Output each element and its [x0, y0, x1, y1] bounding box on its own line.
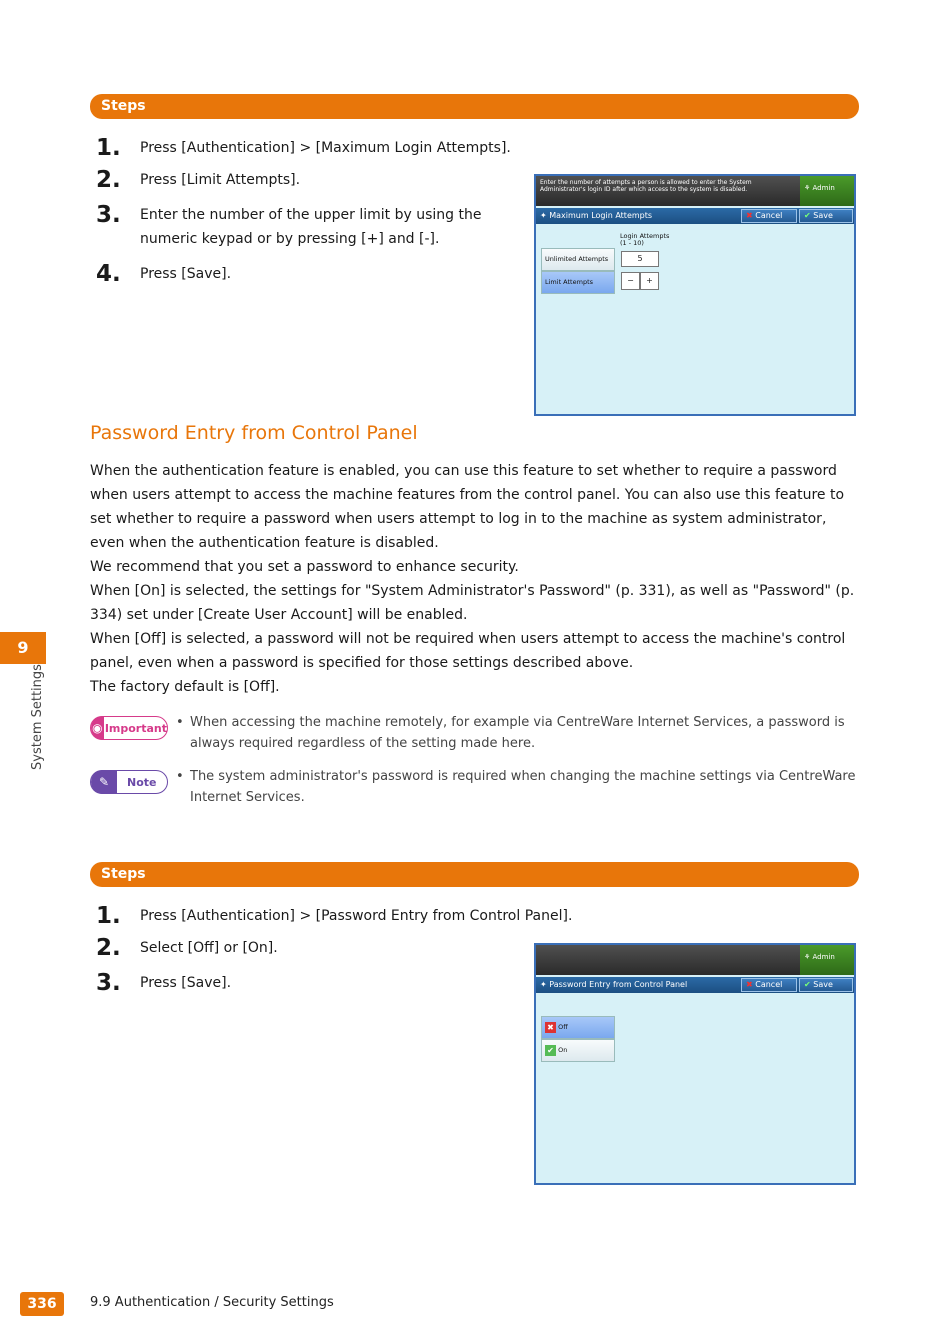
- on-option[interactable]: [541, 1039, 615, 1062]
- off-icon: ✖: [545, 1022, 556, 1033]
- step-text: Press [Save].: [140, 266, 232, 282]
- step-number: 3.: [96, 970, 121, 996]
- paragraph: We recommend that you set a password to enhance security.: [90, 559, 519, 575]
- note-label: Note: [127, 775, 157, 789]
- step-2-1: [96, 904, 580, 928]
- unlimited-attempts-option[interactable]: Unlimited Attempts: [541, 248, 615, 271]
- step-2-2: [96, 936, 530, 960]
- section-title: Password Entry from Control Panel: [90, 422, 418, 444]
- chapter-tab: 9: [0, 632, 46, 664]
- note-text: The system administrator's password is required when changing the machine settings via CentreWare Internet Services.: [190, 769, 856, 805]
- off-label: Off: [558, 1023, 568, 1031]
- paragraph: When the authentication feature is enabled, you can use this feature to set whether to require a password when users attempt to access the machine features from the control panel. You can also use this feature to set whether to require a password when users attempt to log in to the machine as system administrator, even when the authentication feature is disabled.: [90, 463, 845, 551]
- screen-message: Enter the number of attempts a person is allowed to enter the System Administrator's login ID after which access to the system is disabled.: [536, 176, 800, 206]
- note-content: [176, 766, 856, 808]
- screen-title: Maximum Login Attempts: [549, 211, 653, 220]
- cancel-icon: ✖: [746, 980, 753, 989]
- chapter-label: System Settings: [30, 664, 45, 770]
- footer-section: 9.9 Authentication / Security Settings: [90, 1295, 334, 1310]
- step-number: 4.: [96, 261, 121, 287]
- cancel-button[interactable]: [741, 978, 797, 992]
- save-button[interactable]: [799, 209, 853, 223]
- check-icon: ✔: [804, 211, 811, 220]
- step-text: Press [Save].: [140, 975, 232, 991]
- step-number: 2.: [96, 167, 121, 193]
- step-number: 1.: [96, 903, 121, 929]
- step-2-3: [96, 971, 530, 995]
- screen-title: Password Entry from Control Panel: [549, 980, 688, 989]
- login-attempts-label: Login Attempts: [620, 232, 670, 240]
- important-badge: [90, 716, 168, 740]
- on-label: On: [558, 1046, 568, 1054]
- save-label: Save: [813, 980, 833, 989]
- screen-titlebar: [536, 208, 854, 224]
- important-icon: ◉: [91, 716, 104, 740]
- pencil-icon: ✎: [91, 770, 117, 794]
- cancel-label: Cancel: [755, 211, 783, 220]
- bullet-icon: •: [176, 715, 184, 730]
- step-1-1: [96, 136, 530, 160]
- cancel-label: Cancel: [755, 980, 783, 989]
- section-body: [90, 459, 860, 699]
- screen-message-bar: [536, 945, 800, 975]
- admin-button[interactable]: [800, 945, 854, 975]
- on-icon: ✔: [545, 1045, 556, 1056]
- paragraph: When [On] is selected, the settings for "System Administrator's Password" (p. 331), as well as "Password" (p. 334) set under [Create User Account] will be enabled.: [90, 583, 855, 623]
- off-option[interactable]: [541, 1016, 615, 1039]
- steps-heading-1: Steps: [90, 94, 859, 119]
- steps-heading-2: Steps: [90, 862, 859, 887]
- step-1-4: [96, 262, 530, 286]
- step-text: Select [Off] or [On].: [140, 940, 278, 956]
- step-number: 3.: [96, 202, 121, 228]
- step-1-3: [96, 203, 525, 251]
- login-attempts-range: (1 - 10): [620, 239, 644, 247]
- step-text: Press [Limit Attempts].: [140, 172, 301, 188]
- tool-icon: ✦: [540, 980, 547, 989]
- admin-icon: ⚘: [804, 953, 811, 961]
- check-icon: ✔: [804, 980, 811, 989]
- admin-icon: ⚘: [804, 184, 811, 192]
- bullet-icon: •: [176, 769, 184, 784]
- page-number: 336: [20, 1292, 64, 1316]
- plus-button[interactable]: +: [640, 272, 659, 290]
- step-number: 2.: [96, 935, 121, 961]
- screenshot-password-entry: [534, 943, 856, 1185]
- important-content: [176, 712, 856, 754]
- save-button[interactable]: [799, 978, 853, 992]
- important-callout: [90, 715, 845, 751]
- step-1-2: [96, 168, 530, 192]
- important-text: When accessing the machine remotely, for example via CentreWare Internet Services, a password is always required regardless of the setting made here.: [190, 715, 845, 751]
- cancel-button[interactable]: [741, 209, 797, 223]
- important-label: Important: [104, 721, 167, 735]
- step-text: Enter the number of the upper limit by using the numeric keypad or by pressing [+] and [-].: [140, 207, 482, 247]
- admin-label: Admin: [812, 184, 835, 192]
- note-callout: [90, 769, 856, 805]
- tool-icon: ✦: [540, 211, 547, 220]
- admin-label: Admin: [812, 953, 835, 961]
- screen-titlebar: [536, 977, 854, 993]
- minus-button[interactable]: −: [621, 272, 640, 290]
- step-text: Press [Authentication] > [Maximum Login Attempts].: [140, 140, 511, 156]
- cancel-icon: ✖: [746, 211, 753, 220]
- step-text: Press [Authentication] > [Password Entry from Control Panel].: [140, 908, 573, 924]
- paragraph: The factory default is [Off].: [90, 679, 280, 695]
- step-number: 1.: [96, 135, 121, 161]
- screenshot-maximum-login-attempts: [534, 174, 856, 416]
- login-attempts-input[interactable]: 5: [621, 251, 659, 267]
- admin-button[interactable]: [800, 176, 854, 206]
- limit-attempts-option[interactable]: Limit Attempts: [541, 271, 615, 294]
- save-label: Save: [813, 211, 833, 220]
- note-badge: [90, 770, 168, 794]
- paragraph: When [Off] is selected, a password will not be required when users attempt to access the machine's control panel, even when a password is specified for those settings described above.: [90, 631, 846, 671]
